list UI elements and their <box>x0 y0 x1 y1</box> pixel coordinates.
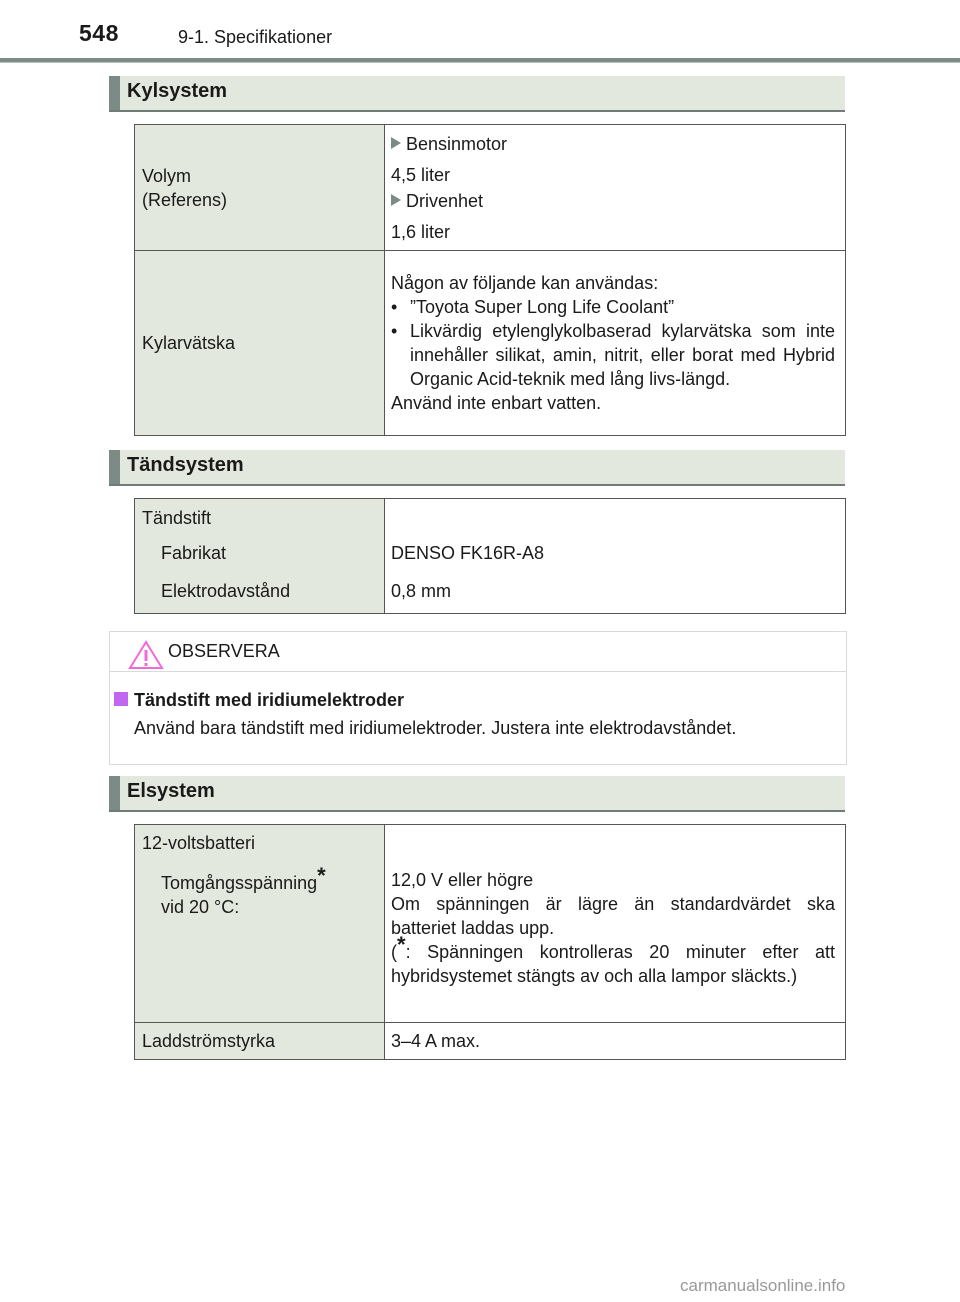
charge-current-label: Laddströmstyrka <box>135 1023 385 1060</box>
make-value: DENSO FK16R-A8 <box>391 543 545 563</box>
paren: ( <box>391 942 397 962</box>
bullet-dot: • <box>391 297 398 317</box>
section-title: Tändsystem <box>127 454 244 476</box>
label-text: Tomgångsspänning <box>161 873 318 893</box>
subhead-text: Bensinmotor <box>406 133 508 154</box>
table-row <box>135 125 846 251</box>
triangle-bullet-icon <box>391 137 401 149</box>
spark-plug-value <box>385 499 846 614</box>
volume-drive-unit: 1,6 liter <box>391 221 451 242</box>
warning-icon <box>128 640 164 670</box>
spark-plug-label <box>135 499 385 614</box>
group-label: 12-voltsbatteri <box>142 833 256 853</box>
volume-gasoline: 4,5 liter <box>391 164 451 185</box>
section-title: Kylsystem <box>127 80 228 102</box>
subhead-gasoline <box>391 132 835 156</box>
table-row <box>135 499 846 614</box>
charge-current-value: 3–4 A max. <box>385 1023 846 1060</box>
footnote-text: : Spänningen kontrolleras 20 minuter efter att hybridsystemet stängts av och alla lampor släckts.) <box>391 942 835 986</box>
electrical-table <box>134 824 846 1060</box>
header-rule <box>0 58 960 63</box>
voltage-value: 12,0 V eller högre <box>391 870 534 890</box>
bullet-text: ”Toyota Super Long Life Coolant” <box>410 297 675 317</box>
coolant-outro: Använd inte enbart vatten. <box>391 393 602 413</box>
section-header-ignition <box>109 450 845 486</box>
label-line: (Referens) <box>142 189 228 210</box>
coolant-value <box>385 251 846 436</box>
section-bar <box>109 76 120 110</box>
subheading-text: Tändstift med iridiumelektroder <box>134 690 405 710</box>
ignition-table <box>134 498 846 614</box>
notice-header <box>110 632 846 672</box>
gap-label: Elektrodavstånd <box>161 581 291 601</box>
voltage-footnote <box>391 932 835 988</box>
label-line: Volym <box>142 165 192 186</box>
section-title: Elsystem <box>127 780 215 802</box>
table-row <box>135 251 846 436</box>
bullet-text: Likvärdig etylenglykolbaserad kylarvätska som inte innehåller silikat, amin, nitrit, eller borat med Hybrid Organic Acid-teknik med lång livs-längd. <box>410 321 835 389</box>
coolant-intro: Någon av följande kan användas: <box>391 273 659 293</box>
notice-box <box>109 631 847 765</box>
section-bar <box>109 450 120 484</box>
coolant-label: Kylarvätska <box>135 251 385 436</box>
asterisk-mark: * <box>397 932 406 957</box>
notice-heading: OBSERVERA <box>168 641 280 661</box>
list-item <box>391 319 835 391</box>
page-number: 548 <box>79 20 119 46</box>
chapter-title: 9-1. Specifikationer <box>178 27 333 47</box>
asterisk-mark: * <box>317 863 326 888</box>
table-row <box>135 825 846 1023</box>
volume-value <box>385 125 846 251</box>
table-row <box>135 1023 846 1060</box>
section-header-electrical <box>109 776 845 812</box>
notice-body: Använd bara tändstift med iridiumelektroder. Justera inte elektrodavståndet. <box>134 718 737 738</box>
cooling-table <box>134 124 846 436</box>
section-bar <box>109 776 120 810</box>
make-label: Fabrikat <box>161 543 227 563</box>
voltage-label-temp: vid 20 °C: <box>161 897 240 917</box>
volume-label <box>135 125 385 251</box>
group-label: Tändstift <box>142 508 212 528</box>
square-bullet-icon <box>114 692 128 706</box>
triangle-bullet-icon <box>391 194 401 206</box>
voltage-note: Om spänningen är lägre än standardvärdet ska batteriet laddas upp. <box>391 894 835 938</box>
battery-label <box>135 825 385 1023</box>
subhead-text: Drivenhet <box>406 190 484 211</box>
notice-subheading <box>114 690 404 711</box>
gap-value: 0,8 mm <box>391 581 452 601</box>
watermark: carmanualsonline.info <box>680 1276 846 1295</box>
bullet-dot: • <box>391 321 398 341</box>
list-item <box>391 295 835 319</box>
voltage-label <box>142 863 384 895</box>
battery-value <box>385 825 846 1023</box>
subhead-drive-unit <box>391 189 835 213</box>
section-header-cooling <box>109 76 845 112</box>
